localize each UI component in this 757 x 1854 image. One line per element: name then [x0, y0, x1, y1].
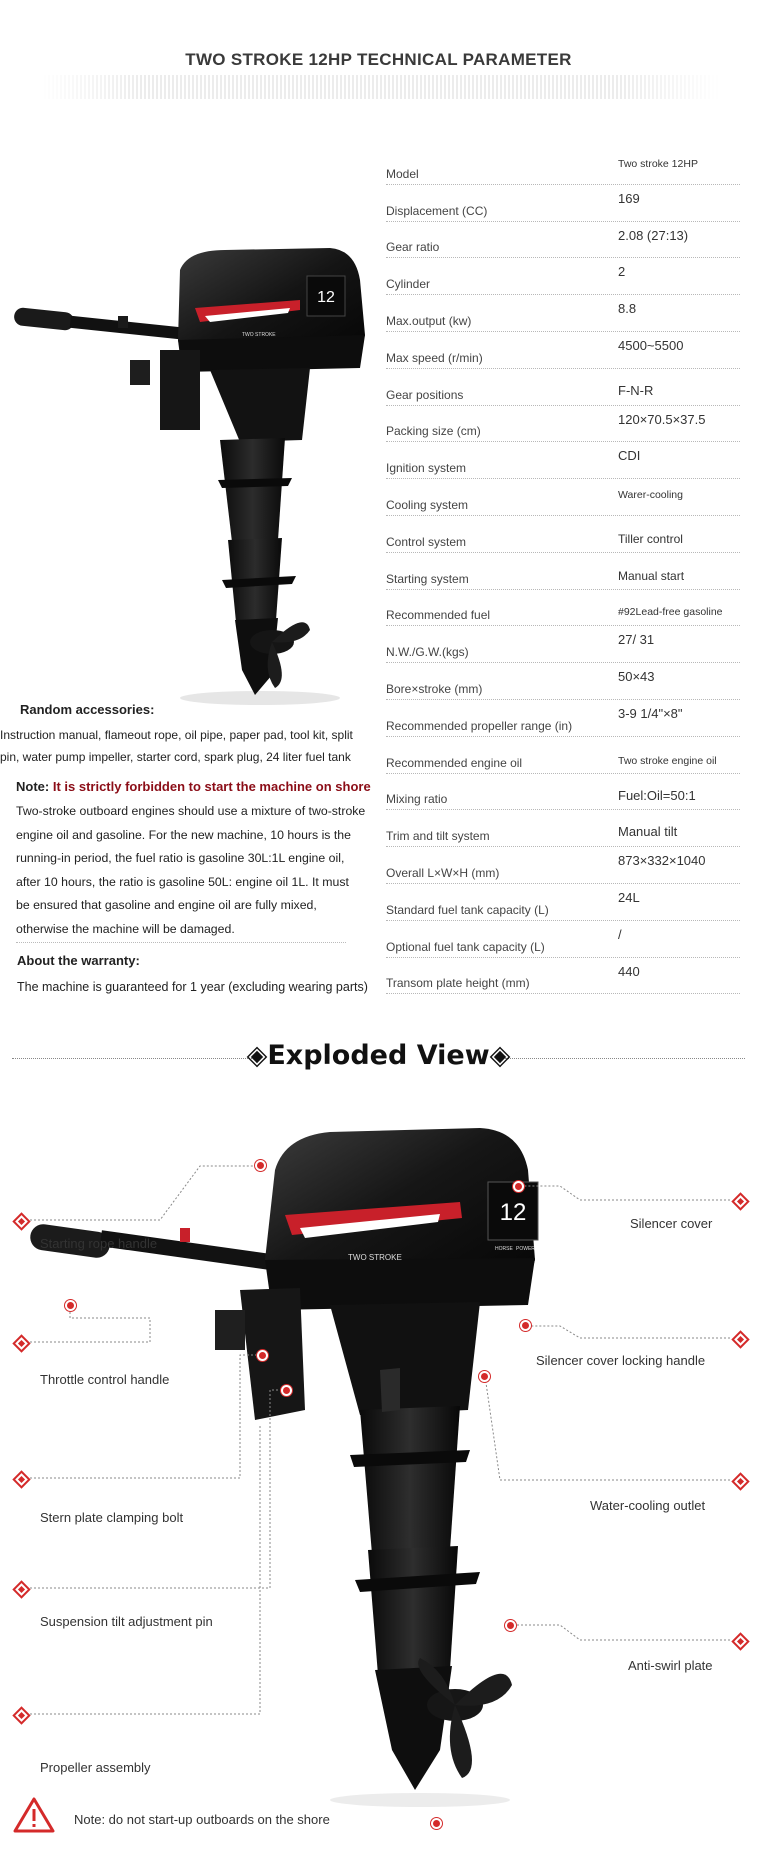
- callout-dot-propeller: [433, 1820, 440, 1827]
- callout-dot-stern-bolt: [259, 1352, 266, 1359]
- outboard-engine-image: [10, 240, 380, 710]
- label-throttle-control-handle: Throttle control handle: [40, 1372, 170, 1387]
- label-starting-rope-handle: Starting rope handle: [40, 1236, 158, 1251]
- spec-row-propeller-range: Recommended propeller range (in) 3-9 1/4"×8": [386, 700, 740, 737]
- label-anti-swirl-plate: Anti-swirl plate: [628, 1658, 713, 1673]
- spec-row-optional-tank: Optional fuel tank capacity (L) /: [386, 921, 740, 958]
- engine-decal-number: 12: [317, 289, 335, 306]
- spec-row-cooling: Cooling system Warer-cooling: [386, 479, 740, 516]
- callout-dot-starting-rope: [257, 1162, 264, 1169]
- spec-row-control: Control system Tiller control: [386, 516, 740, 553]
- exploded-decal-power: POWER: [516, 1246, 535, 1252]
- accessories-heading: Random accessories:: [20, 702, 155, 717]
- spec-row-packing-size: Packing size (cm) 120×70.5×37.5: [386, 406, 740, 443]
- spec-row-displacement: Displacement (CC) 169: [386, 185, 740, 222]
- spec-row-transom-height: Transom plate height (mm) 440: [386, 958, 740, 995]
- spec-row-cylinder: Cylinder 2: [386, 258, 740, 295]
- warranty-text: The machine is guaranteed for 1 year (excluding wearing parts): [17, 980, 368, 994]
- note-warning-text: It is strictly forbidden to start the machine on shore: [52, 779, 371, 794]
- note-divider: [16, 942, 346, 943]
- exploded-view-title: ◈Exploded View◈: [246, 1040, 511, 1071]
- spec-row-mixing-ratio: Mixing ratio Fuel:Oil=50:1: [386, 774, 740, 811]
- label-suspension-tilt-pin: Suspension tilt adjustment pin: [40, 1614, 213, 1629]
- accessories-line-2: pin, water pump impeller, starter cord, spark plug, 24 liter fuel tank: [0, 750, 351, 764]
- label-water-cooling-outlet: Water-cooling outlet: [590, 1498, 706, 1513]
- exploded-decal-brand: TWO STROKE: [348, 1253, 402, 1262]
- callout-dot-water-outlet: [481, 1373, 488, 1380]
- label-silencer-cover-locking-handle: Silencer cover locking handle: [536, 1353, 706, 1368]
- label-stern-plate-clamping-bolt: Stern plate clamping bolt: [40, 1510, 184, 1525]
- callout-dot-throttle: [67, 1302, 74, 1309]
- page-title: TWO STROKE 12HP TECHNICAL PARAMETER: [185, 50, 572, 69]
- callout-dot-tilt-pin: [283, 1387, 290, 1394]
- label-propeller-assembly: Propeller assembly: [40, 1760, 151, 1775]
- spec-row-starting: Starting system Manual start: [386, 553, 740, 590]
- footer-note: Note: do not start-up outboards on the shore: [74, 1812, 330, 1827]
- exploded-decal-number: 12: [499, 1199, 527, 1226]
- spec-row-max-output: Max.output (kw) 8.8: [386, 295, 740, 332]
- label-silencer-cover: Silencer cover: [630, 1216, 713, 1231]
- note-body: Two-stroke outboard engines should use a mixture of two-stroke engine oil and gasoline. For the new machine, 10 hours is the running-in period, the fuel ratio is gasoline 30L:1L engine oil, after 10 hours, the ratio is gasoline 50L: engine oil 1L. It must be ensured that gasoline and engine oil are fully mixed, otherwise the machine will be damaged.: [16, 804, 366, 936]
- spec-row-fuel: Recommended fuel #92Lead-free gasoline: [386, 590, 740, 627]
- spec-row-bore-stroke: Bore×stroke (mm) 50×43: [386, 663, 740, 700]
- callout-dot-silencer-lock: [522, 1322, 529, 1329]
- callout-dot-silencer-cover: [515, 1183, 522, 1190]
- spec-row-gear-ratio: Gear ratio 2.08 (27:13): [386, 222, 740, 259]
- spec-row-weight: N.W./G.W.(kgs) 27/ 31: [386, 626, 740, 663]
- callout-dot-anti-swirl: [507, 1622, 514, 1629]
- spec-row-max-speed: Max speed (r/min) 4500~5500: [386, 332, 740, 369]
- spec-row-standard-tank: Standard fuel tank capacity (L) 24L: [386, 884, 740, 921]
- note-prefix: Note:: [16, 779, 53, 794]
- spec-row-engine-oil: Recommended engine oil Two stroke engine oil: [386, 737, 740, 774]
- spec-row-ignition: Ignition system CDI: [386, 442, 740, 479]
- engine-decal-brand: TWO STROKE: [242, 332, 276, 338]
- title-underline-band: [40, 75, 720, 99]
- accessories-line-1: Instruction manual, flameout rope, oil pipe, paper pad, tool kit, split: [0, 728, 353, 742]
- exploded-decal-horse: HORSE: [495, 1246, 513, 1252]
- warning-triangle-icon: [12, 1796, 56, 1834]
- spec-row-gear-positions: Gear positions F-N-R: [386, 369, 740, 406]
- warranty-heading: About the warranty:: [17, 953, 140, 968]
- spec-row-overall-size: Overall L×W×H (mm) 873×332×1040: [386, 847, 740, 884]
- spec-row-model: Model Two stroke 12HP: [386, 148, 740, 185]
- note-warning: [16, 776, 371, 798]
- spec-row-trim-tilt: Trim and tilt system Manual tilt: [386, 810, 740, 847]
